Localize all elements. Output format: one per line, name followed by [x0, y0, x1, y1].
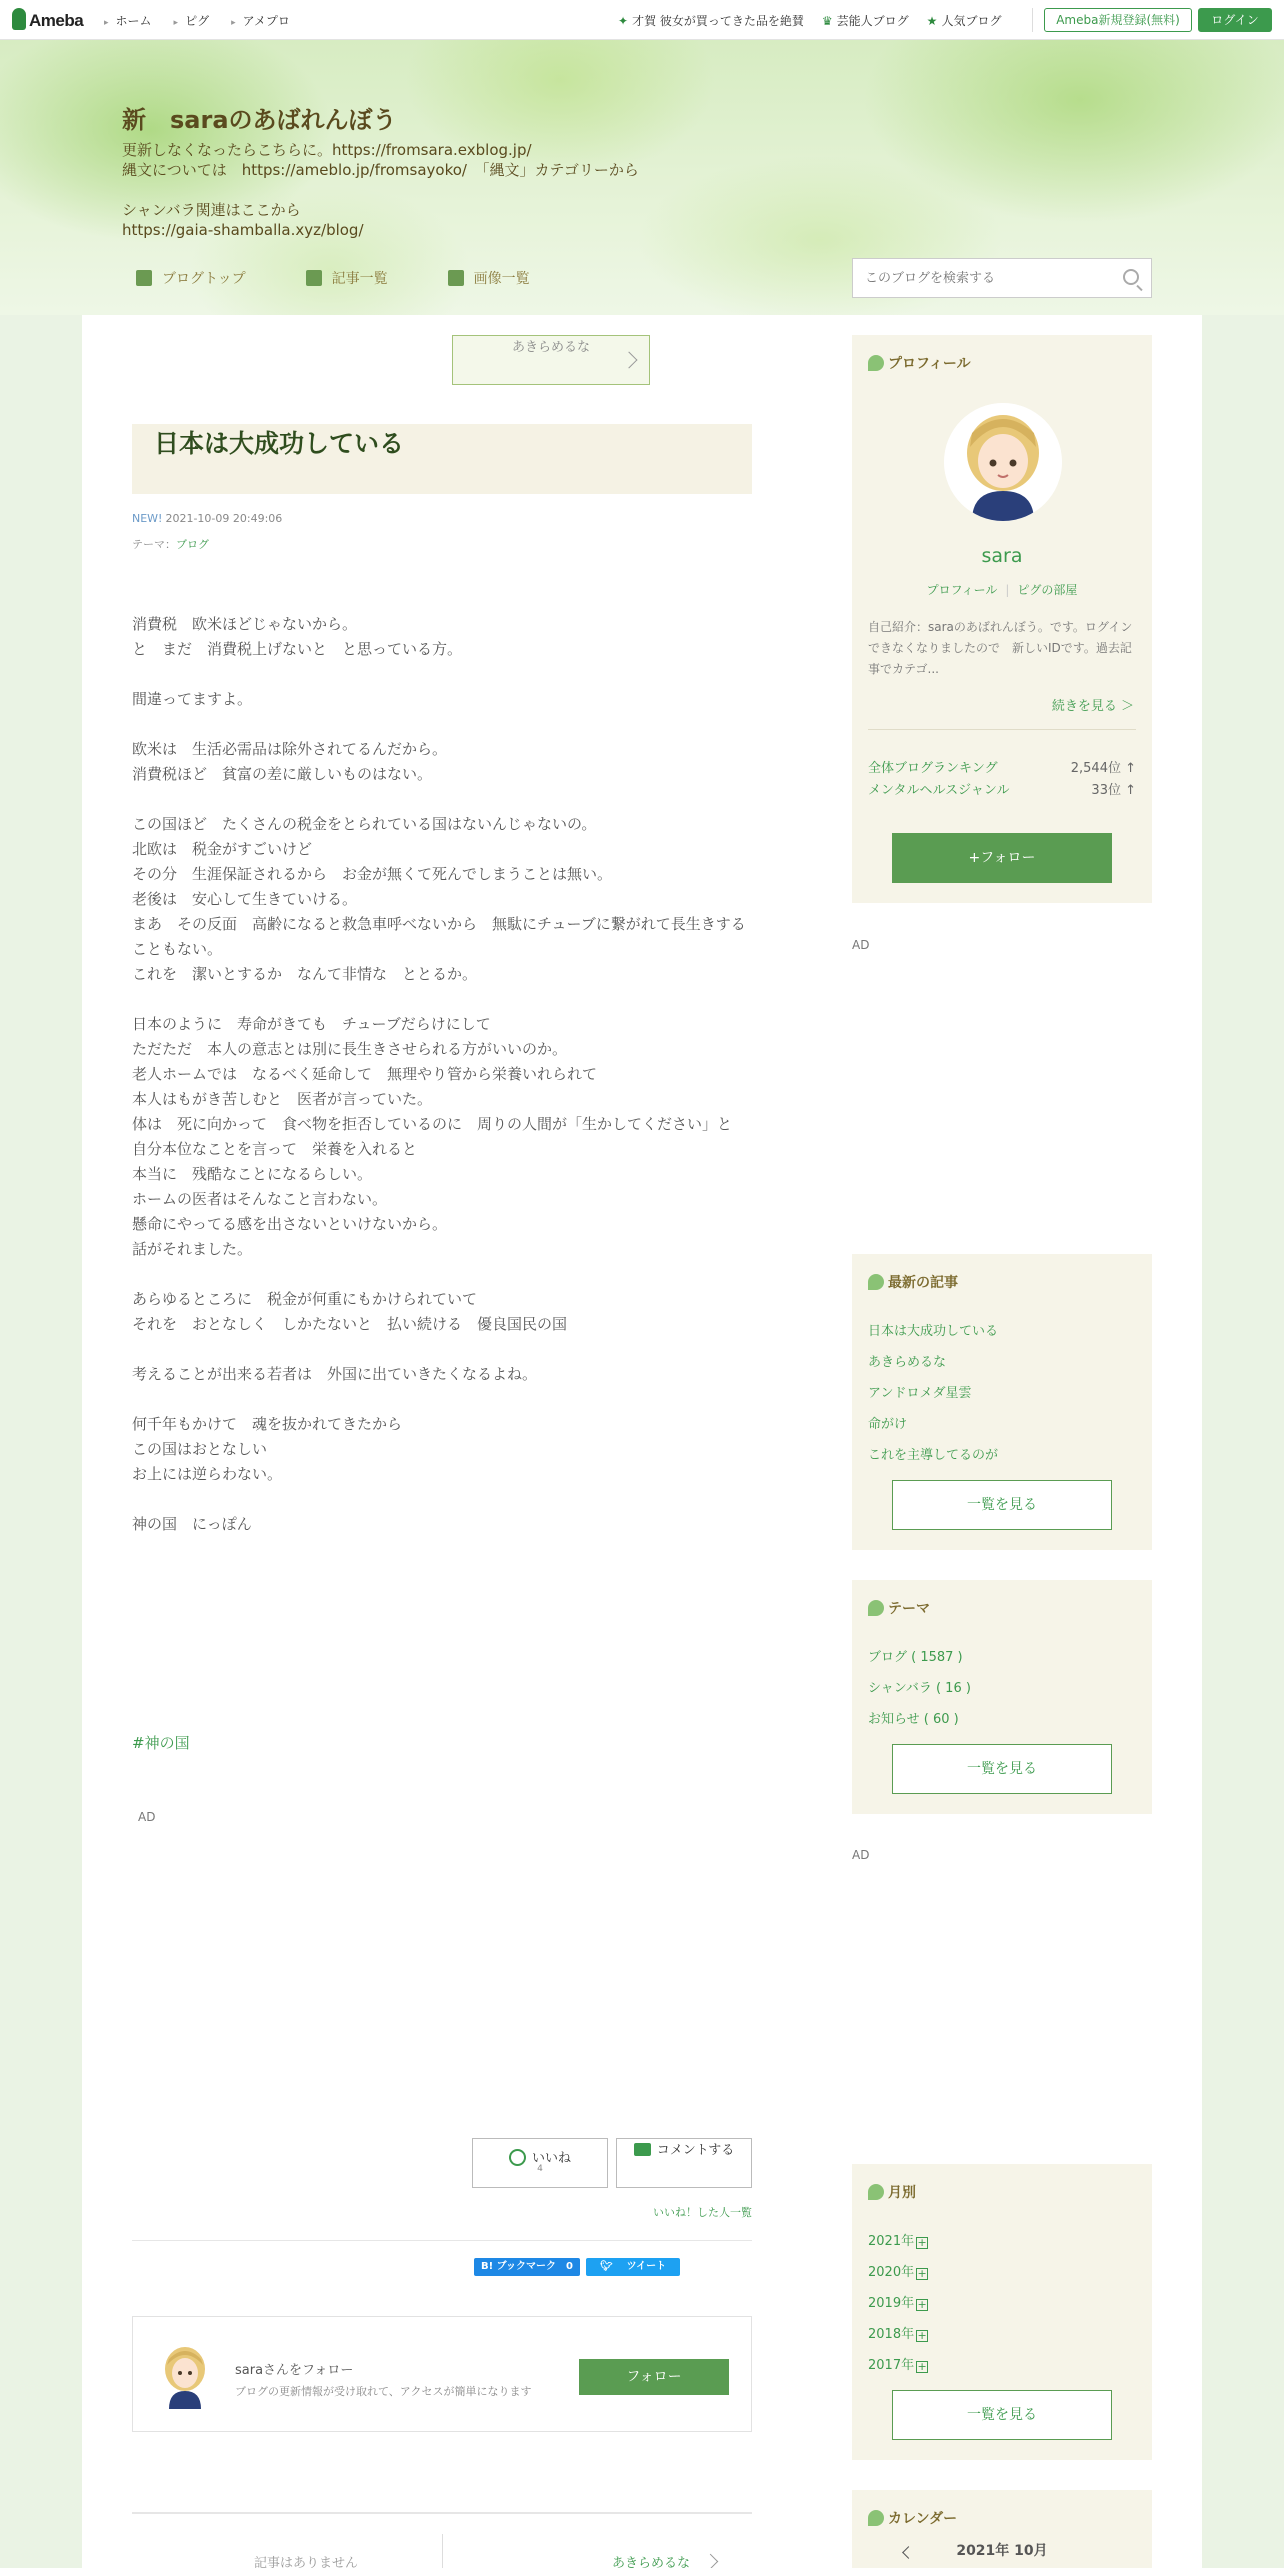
follow-card-name: saraさんをフォロー — [235, 2363, 354, 2378]
nav-home-link[interactable]: ▸ ホーム — [104, 12, 152, 29]
image-list-link[interactable] — [448, 268, 530, 288]
like-button[interactable] — [472, 2138, 608, 2188]
expand-icon[interactable]: + — [917, 2329, 927, 2342]
calendar-box — [852, 2490, 1152, 2568]
recent-item[interactable]: 日本は大成功している — [868, 1324, 999, 1339]
entry-list-label: 記事一覧 — [331, 271, 388, 287]
month-label: 2017年 — [868, 2358, 915, 2373]
article-paragraph: 老人ホームでは なるべく延命して 無理やり管から栄養いれられて — [132, 1065, 598, 1083]
article-date: 2021-10-09 20:49:06 — [165, 512, 283, 525]
article-paragraph: 北欧は 税金がすごいけど — [132, 840, 313, 858]
blog-top-link[interactable] — [136, 268, 246, 288]
theme-link[interactable]: ブログ — [176, 538, 209, 551]
recent-item[interactable]: アンドロメダ星雲 — [868, 1386, 972, 1401]
twitter-bird-icon: 🐦︎ — [599, 2261, 613, 2272]
article-paragraph: まあ その反面 高齢になると救急車呼べないから 無駄にチューブに繋がれて長生きすることもない。 — [132, 915, 746, 958]
themes-heading — [868, 1598, 930, 1618]
recent-list — [868, 1316, 998, 1471]
blog-top-label: ブログトップ — [162, 271, 246, 287]
blog-search-input[interactable] — [853, 259, 1103, 297]
theme-prefix: テーマ： — [132, 538, 176, 551]
recent-item[interactable]: あきらめるな — [868, 1355, 947, 1370]
calendar-month: 2021年 10月 — [956, 2543, 1048, 2559]
star-icon: ★ — [926, 14, 938, 28]
profile-links — [852, 581, 1152, 598]
leaf-icon — [868, 1600, 884, 1616]
expand-icon[interactable]: + — [917, 2236, 927, 2249]
follow-button[interactable]: +フォロー — [892, 833, 1112, 883]
expand-icon[interactable]: + — [917, 2360, 927, 2373]
article-paragraph: ホームの医者はそんなこと言わない。 — [132, 1190, 388, 1208]
login-button[interactable]: ログイン — [1198, 8, 1272, 32]
blog-description: 更新しなくなったらこちらに。https://fromsara.exblog.jp/ 縄文については https://ameblo.jp/fromsayoko/ 「縄文」カテゴリーから シャンバラ関連はここから https://gaia-shamballa.xyz/blog/ — [122, 141, 639, 239]
month-item[interactable] — [868, 2319, 928, 2350]
theme-item[interactable]: ブログ ( 1587 ) — [868, 1650, 963, 1665]
profile-box — [852, 335, 1152, 903]
article-body — [132, 612, 752, 1537]
nav-amepro-link[interactable]: ▸ アメプロ — [231, 12, 290, 29]
like-list-link[interactable]: いいね！した人一覧 — [653, 2206, 752, 2219]
rank-genre[interactable] — [868, 779, 1136, 798]
theme-item[interactable]: シャンバラ ( 16 ) — [868, 1681, 971, 1696]
profile-intro: 自己紹介：saraのあばれんぼう。です。ログインできなくなりましたので 新しいIDです。過去記事でカテゴ... — [868, 620, 1133, 676]
profile-heading-label: プロフィール — [888, 356, 971, 372]
article-paragraph: 老後は 安心して生きていける。 — [132, 890, 358, 908]
calendar-heading — [868, 2508, 957, 2528]
share-buttons — [474, 2258, 680, 2276]
like-count: 4 — [537, 2164, 543, 2174]
profile-link[interactable]: プロフィール — [926, 583, 998, 597]
article-paragraph: 考えることが出来る若者は 外国に出ていきたくなるよね。 — [132, 1365, 538, 1383]
article-paragraph: あらゆるところに 税金が何重にもかけられていて — [132, 1290, 478, 1308]
article-paragraph: 神の国 にっぽん — [132, 1515, 252, 1533]
profile-heading — [868, 353, 971, 373]
theme-item[interactable]: お知らせ ( 60 ) — [868, 1712, 959, 1727]
rank-value: 33位 ↑ — [1091, 783, 1136, 798]
ameba-logo-text: Ameba — [29, 11, 84, 30]
recent-heading-label: 最新の記事 — [888, 1275, 958, 1291]
follow-card-description: ブログの更新情報が受け取れて、アクセスが簡単になります — [235, 2385, 532, 2398]
monthly-more-button[interactable]: 一覧を見る — [892, 2390, 1112, 2440]
hatena-bookmark-button[interactable]: B! ブックマーク 0 — [474, 2258, 580, 2276]
nav-pig-link[interactable]: ▸ ピグ — [174, 12, 210, 29]
ad-label: AD — [852, 1848, 870, 1862]
register-button[interactable]: Ameba新規登録(無料) — [1044, 8, 1192, 32]
tweet-button[interactable] — [586, 2258, 680, 2276]
article-paragraph — [132, 662, 752, 687]
article-theme — [132, 536, 209, 552]
article-title[interactable]: 日本は大成功している — [132, 424, 752, 494]
article-paragraph: この国はおとなしい — [132, 1440, 268, 1458]
themes-list — [868, 1642, 971, 1735]
article-meta — [132, 512, 282, 525]
leaf-icon — [868, 1274, 884, 1290]
article-paragraph: その分 生涯保証されるから お金が無くて死んでしまうことは無い。 — [132, 865, 613, 883]
global-nav-right — [618, 12, 1001, 29]
document-icon — [136, 270, 152, 286]
rank-overall[interactable] — [868, 757, 1136, 776]
ad-label: AD — [852, 938, 870, 952]
article-paragraph — [132, 1487, 752, 1512]
blog-nav — [136, 268, 530, 288]
article-paragraph: 本人はもがき苦しむと 医者が言っていた。 — [132, 1090, 433, 1108]
recent-entries-box — [852, 1254, 1152, 1550]
themes-more-button[interactable]: 一覧を見る — [892, 1744, 1112, 1794]
nav-news-link[interactable] — [618, 12, 804, 29]
article-paragraph — [132, 787, 752, 812]
expand-icon[interactable]: + — [917, 2298, 927, 2311]
themes-box — [852, 1580, 1152, 1814]
entry-list-link[interactable] — [306, 268, 388, 288]
article-paragraph — [132, 987, 752, 1012]
profile-name[interactable]: sara — [981, 545, 1023, 567]
ad-label: AD — [138, 1810, 156, 1824]
article-paragraph: 欧米は 生活必需品は除外されてるんだから。 — [132, 740, 448, 758]
new-badge: NEW! — [132, 512, 163, 525]
rank-label: メンタルヘルスジャンル — [868, 783, 1010, 798]
month-item[interactable] — [868, 2350, 928, 2381]
monthly-heading — [868, 2182, 916, 2202]
article-paragraph: 体は 死に向かって 食べ物を拒否しているのに 周りの人間が「生かしてください」と — [132, 1115, 733, 1133]
article-paragraph: ただただ 本人の意志とは別に長生きさせられる方がいいのか。 — [132, 1040, 568, 1058]
monthly-heading-label: 月別 — [888, 2185, 916, 2201]
month-item[interactable] — [868, 2226, 928, 2257]
nav-news-label: 才賀 彼女が買ってきた品を絶賛 — [632, 14, 804, 28]
rank-label: 全体ブログランキング — [868, 761, 998, 776]
leaf-icon — [868, 355, 884, 371]
search-icon[interactable] — [1123, 269, 1139, 285]
follow-card-button[interactable]: フォロー — [579, 2359, 729, 2395]
article-paragraph: 話がそれました。 — [132, 1240, 253, 1258]
article-paragraph — [132, 1262, 752, 1287]
next-entry-link[interactable]: あきらめるな — [612, 2552, 690, 2568]
like-label: いいね — [531, 2151, 571, 2166]
divider — [132, 2512, 752, 2514]
blog-search-box — [852, 258, 1152, 298]
pig-room-link[interactable]: ピグの部屋 — [1017, 583, 1078, 597]
crown-icon: ♛ — [821, 14, 833, 28]
month-label: 2018年 — [868, 2327, 915, 2342]
month-item[interactable] — [868, 2257, 928, 2288]
topbar-divider — [1032, 8, 1033, 32]
ameba-logo-icon — [12, 8, 26, 30]
hashtag-link[interactable]: #神の国 — [132, 1734, 190, 1752]
follow-card — [132, 2316, 752, 2432]
profile-more-link[interactable]: 続きを見る ＞ — [1051, 699, 1134, 714]
camera-icon — [448, 270, 464, 286]
link-separator: | — [1005, 583, 1010, 597]
global-nav-left — [104, 12, 290, 29]
comment-label: コメントする — [656, 2143, 735, 2158]
comment-icon — [634, 2143, 651, 2156]
next-entry-top-link[interactable]: あきらめるな — [452, 335, 650, 385]
leaf-icon — [868, 2510, 884, 2526]
article-paragraph: 消費税 欧米ほどじゃないから。 — [132, 615, 358, 633]
article-paragraph: 何千年もかけて 魂を抜かれてきたから — [132, 1415, 403, 1433]
top-bar — [0, 0, 1284, 40]
month-label: 2021年 — [868, 2234, 915, 2249]
recent-item[interactable]: これを主導してるのが — [868, 1448, 999, 1463]
article-paragraph: 本当に 残酷なことになるらしい。 — [132, 1165, 373, 1183]
article-paragraph: 間違ってますよ。 — [132, 690, 253, 708]
recent-item[interactable]: 命がけ — [868, 1417, 908, 1432]
nav-popular-blog-link[interactable] — [927, 12, 1002, 29]
recent-heading — [868, 1272, 958, 1292]
expand-icon[interactable]: + — [917, 2267, 927, 2280]
leaf-icon — [868, 2184, 884, 2200]
article-paragraph: お上には逆らわない。 — [132, 1465, 283, 1483]
copy-icon — [306, 270, 322, 286]
smile-icon — [509, 2149, 526, 2166]
article-paragraph: 自分本位なことを言って 栄養を入れると — [132, 1140, 418, 1158]
article-paragraph: と まだ 消費税上げないと と思っている方。 — [132, 640, 463, 658]
article-paragraph: 消費税ほど 貧富の差に厳しいものはない。 — [132, 765, 433, 783]
nav-celeb-blog-label: 芸能人ブログ — [836, 14, 909, 28]
comment-button[interactable] — [616, 2138, 752, 2188]
no-prev-entry: 記事はありません — [254, 2556, 359, 2568]
calendar-heading-label: カレンダー — [888, 2511, 958, 2527]
monthly-box — [852, 2164, 1152, 2460]
article-paragraph: それを おとなしく しかたないと 払い続ける 優良国民の国 — [132, 1315, 568, 1333]
article-paragraph: これを 潔いとするか なんて非情な ととるか。 — [132, 965, 478, 983]
sparkle-icon: ✦ — [618, 14, 629, 28]
recent-more-button[interactable]: 一覧を見る — [892, 1480, 1112, 1530]
blog-header — [0, 40, 1284, 315]
nav-celeb-blog-link[interactable] — [822, 12, 909, 29]
article-paragraph: この国ほど たくさんの税金をとられている国はないんじゃないの。 — [132, 815, 597, 833]
ameba-logo[interactable] — [12, 8, 83, 31]
tweet-label: ツイート — [626, 2261, 667, 2272]
rank-value: 2,544位 ↑ — [1070, 761, 1136, 776]
article-paragraph — [132, 712, 752, 737]
article-paragraph: 懸命にやってる感を出さないといけないから。 — [132, 1215, 448, 1233]
month-label: 2020年 — [868, 2265, 915, 2280]
article-paragraph — [132, 1337, 752, 1362]
follow-avatar — [155, 2343, 215, 2409]
divider — [132, 2240, 752, 2241]
pager-divider — [442, 2534, 443, 2568]
avatar[interactable] — [944, 403, 1062, 521]
image-list-label: 画像一覧 — [473, 271, 530, 287]
nav-popular-blog-label: 人気ブログ — [941, 14, 1002, 28]
blog-title[interactable]: 新 saraのあばれんぼう — [122, 106, 397, 134]
article-paragraph — [132, 1387, 752, 1412]
month-label: 2019年 — [868, 2296, 915, 2311]
article-paragraph: 日本のように 寿命がきても チューブだらけにして — [132, 1015, 491, 1033]
divider — [868, 729, 1136, 730]
themes-heading-label: テーマ — [888, 1601, 930, 1617]
monthly-list — [868, 2226, 928, 2381]
month-item[interactable] — [868, 2288, 928, 2319]
